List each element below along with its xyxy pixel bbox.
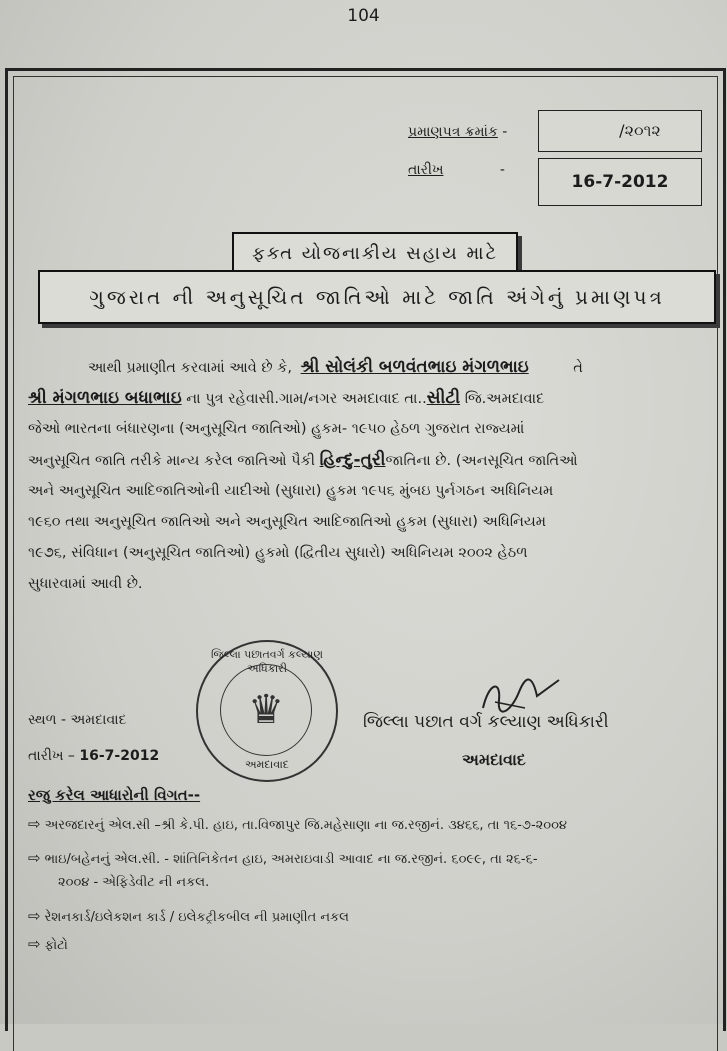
document-item [28,904,708,930]
issue-date-value: 16-7-2012 [79,748,160,764]
certificate-date-value: 16-7-2012 [571,172,669,192]
issue-date-label: તારીખ – [28,748,75,764]
banner-scheme-text: ફક્ત યોજનાકીય સહાય માટે [251,242,499,264]
document-item-text: ભાઇ/બહેનનું એલ.સી. - શાંતિનિકેતન હાઇ, અમરાઇવાડી આવાદ ના જ.રજીનં. ૬૦૯૯, તા ૨૬-૬- [44,852,538,867]
applicant-name: શ્રી સોલંકી બળવંતભાઇ મંગળભાઇ [300,357,529,377]
documents-title: રજુ કરેલ આધારોની વિગત-- [28,786,201,804]
body-text: ના પુત્ર રહેવાસી.ગામ/નગર [186,391,338,407]
body-line-3: જેઓ ભારતના બંધારણના (અનુસૂચિત જાતિઓ) હુકમ- ૧૯૫૦ હેઠળ ગુજરાત રાજ્યમાં [28,421,525,437]
issue-date [28,748,159,764]
document-item-text: રેશનકાર્ડ/ઇલેકશન કાર્ડ / ઇલેકટ્રીકબીલ ની પ્રમાણીત નકલ [44,910,350,925]
body-line-4 [28,445,708,476]
document-item-text: ફોટો [44,938,68,953]
arrow-right-icon: ⇨ [28,815,41,833]
certificate-number-box [538,110,702,152]
district: અમદાવાદ [486,391,545,407]
body-text: તે [573,360,583,376]
place: સ્થળ - અમદાવાદ [28,712,127,728]
document-item [28,846,708,872]
officer-city: અમદાવાદ [462,750,526,769]
body-text: આથી પ્રમાણીત કરવામાં આવે છે કે, [88,360,293,376]
arrow-right-icon: ⇨ [28,849,41,867]
document-item [28,932,708,958]
page-number: 104 [347,6,380,26]
arrow-right-icon: ⇨ [28,935,41,953]
body-line-1 [28,352,708,383]
body-text: જિ. [464,391,487,407]
taluka: સીટી [426,388,461,408]
body-text: જાતિના છે. (અનસૂચિત જાતિઓ [385,453,578,469]
arrow-right-icon: ⇨ [28,907,41,925]
certificate-number-value: /૨૦૧૨ [619,121,661,140]
banner-title [38,270,716,324]
certificate-date-label: તારીખ - [408,162,505,178]
document-item [28,812,708,838]
caste-name: હિન્દુ-તુરી [319,450,386,470]
officer-title: જિલ્લા પછાત વર્ગ કલ્યાણ અધિકારી [363,712,609,732]
seal-top-text: જિલ્લા પછાતવર્ગ કલ્યાણ અધિકારી [211,648,323,675]
body-line-8: સુધારવામાં આવી છે. [28,576,143,592]
body-line-5: અને અનુસૂચિત આદિજાતિઓની યાદીઓ (સુધારા) હુકમ ૧૯૫૬ મુંબઇ પુર્નગઠન અધિનિયમ [28,483,554,499]
ashoka-emblem-icon: ♛ [248,687,284,733]
certificate-number-label: પ્રમાણપત્ર ક્રમાંક - [408,124,508,140]
body-line-7: ૧૯૭૬, સંવિધાન (અનુસૂચિત જાતિઓ) હુકમો (દ્વિતીય સુધારો) અધિનિયમ ૨૦૦૨ હેઠળ [28,545,528,561]
city: અમદાવાદ [341,391,400,407]
certificate-number-label-text: પ્રમાણપત્ર ક્રમાંક [408,124,498,140]
official-seal [196,640,338,782]
body-line-2 [28,383,708,414]
banner-title-text: ગુજરાત ની અનુસૂચિત જાતિઓ માટે જાતિ અંગેનું પ્રમાણપત્ર [89,285,665,309]
document-item-text: અરજદારનું એલ.સી –શ્રી કે.પી. હાઇ, તા.વિજાપુર જિ.મહેસાણા ના જ.રજીનં. ૩૪૬૬, તા ૧૬-૭-૨૦૦૪ [44,818,567,833]
certificate-date-box [538,158,702,206]
body-text: તા.. [404,391,427,407]
certificate-body [28,352,708,600]
father-name: શ્રી મંગળભાઇ બધાભાઇ [28,388,182,408]
body-line-6: ૧૯૬૦ તથા અનુસૂચિત જાતિઓ અને અનુસૂચિત આદિજાતિઓ હુકમ (સુધારા) અધિનિયમ [28,514,547,530]
seal-bottom-text: અમદાવાદ [245,758,289,771]
body-text: અનુસૂચિત જાતિ તરીકે માન્ય કરેલ જાતિઓ પૈકી [28,453,315,469]
banner-scheme [232,232,518,274]
certificate-date-label-text: તારીખ [408,162,444,178]
document-item-continued: ૨૦૦૪ - એફિડેવીટ ની નકલ. [58,875,210,890]
